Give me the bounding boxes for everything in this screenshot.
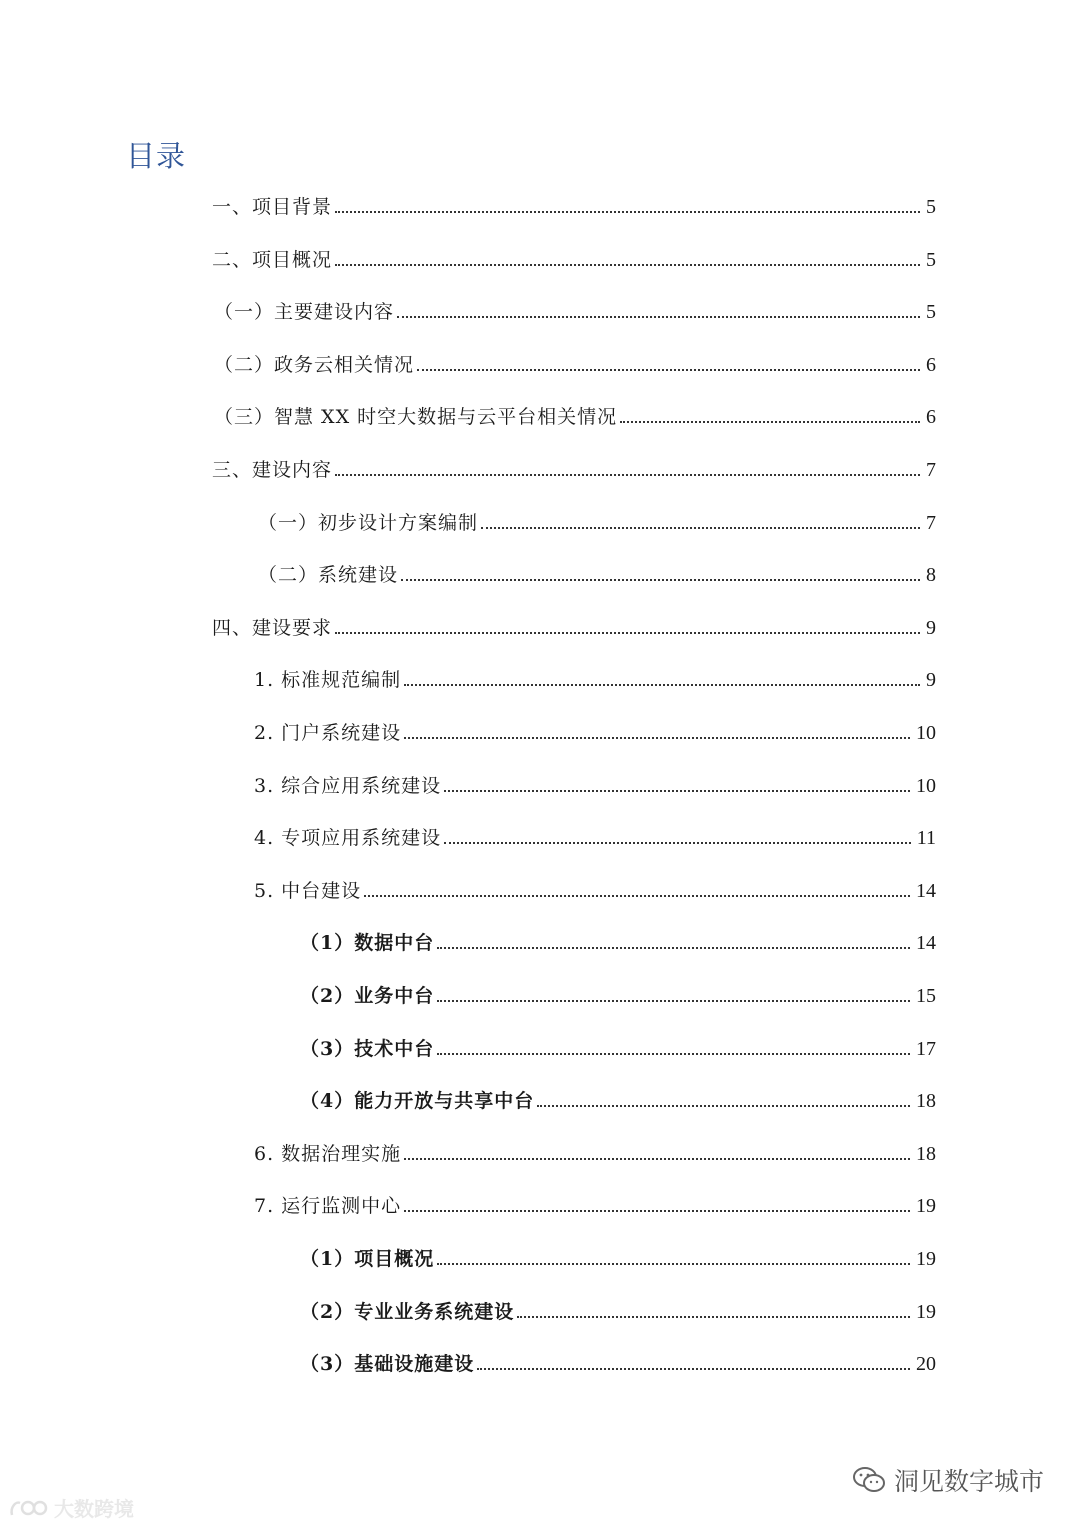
toc-dot-leader (620, 421, 920, 423)
toc-entry[interactable] (254, 665, 936, 695)
toc-entry-page: 18 (916, 1142, 936, 1165)
toc-dot-leader (444, 790, 910, 792)
toc-entry-label: （4）能力开放与共享中台 (300, 1090, 535, 1113)
toc-dot-leader (404, 1158, 910, 1160)
toc-dot-leader (335, 632, 920, 634)
toc-entry-label: （1）项目概况 (300, 1248, 435, 1270)
toc-entry-page: 11 (916, 827, 936, 850)
toc-entry-page: 19 (916, 1195, 936, 1218)
toc-entry-label: （1）数据中台 (300, 932, 435, 955)
toc-dot-leader (517, 1316, 910, 1318)
toc-entry-label: 6. 数据治理实施 (254, 1142, 402, 1165)
toc-entry-label: （一）初步设计方案编制 (258, 511, 479, 534)
toc-entry-label: 7. 运行监测中心 (254, 1195, 402, 1218)
watermark-right-text: 洞见数字城市 (893, 1467, 1044, 1496)
toc-dot-leader (401, 579, 920, 581)
toc-dot-leader (437, 1263, 910, 1265)
toc-dot-leader (437, 947, 910, 949)
toc-entry-page: 15 (916, 985, 936, 1007)
toc-entry-page: 17 (916, 1037, 936, 1060)
toc-entry-page: 9 (926, 616, 936, 639)
toc-dot-leader (335, 474, 920, 476)
toc-entry-label: 一、项目背景 (212, 196, 333, 218)
toc-dot-leader (537, 1105, 910, 1107)
toc-entry[interactable] (258, 560, 936, 590)
toc-entry[interactable] (254, 823, 936, 853)
toc-entry-page: 20 (916, 1353, 936, 1376)
toc-entry-page: 19 (916, 1300, 936, 1323)
toc-entry-label: （3）基础设施建设 (300, 1353, 475, 1376)
watermark-left (8, 1493, 134, 1522)
brand-icon (8, 1497, 48, 1519)
toc-entry[interactable] (254, 1191, 936, 1221)
toc-dot-leader (417, 369, 920, 371)
watermark-right (852, 1462, 1044, 1498)
toc-entry-label: （2）专业业务系统建设 (300, 1300, 515, 1323)
toc-entry[interactable] (214, 350, 936, 380)
toc-entry-label: （3）技术中台 (300, 1037, 435, 1060)
toc-dot-leader (404, 684, 920, 686)
toc-entry-page: 9 (926, 669, 936, 692)
toc-dot-leader (477, 1368, 910, 1370)
toc-entry-label: 4. 专项应用系统建设 (254, 827, 442, 850)
toc-entry-label: 5. 中台建设 (254, 879, 362, 902)
toc-entry-page: 8 (926, 564, 936, 587)
toc-entry-label: 2. 门户系统建设 (254, 722, 402, 744)
toc-entry-label: （三）智慧 XX 时空大数据与云平台相关情况 (214, 406, 618, 429)
toc-dot-leader (335, 264, 920, 266)
toc-entry-label: （二）政务云相关情况 (214, 353, 415, 376)
toc-entry-page: 7 (926, 511, 936, 534)
toc-entry[interactable] (212, 455, 936, 485)
toc-entry-page: 5 (926, 196, 936, 218)
toc-entry[interactable] (300, 1244, 936, 1274)
toc-entry-page: 14 (916, 879, 936, 902)
toc-entry[interactable] (258, 508, 936, 538)
toc-dot-leader (444, 842, 911, 844)
toc-entry-page: 18 (916, 1090, 936, 1113)
toc-entry-page: 6 (926, 406, 936, 429)
watermark-left-text: 大数跨境 (54, 1497, 134, 1521)
toc-entry[interactable] (212, 613, 936, 643)
toc-entry[interactable] (300, 928, 936, 958)
toc-entry-label: 二、项目概况 (212, 248, 333, 271)
toc-dot-leader (437, 1053, 910, 1055)
toc-entry[interactable] (300, 1349, 936, 1379)
toc-dot-leader (404, 1210, 910, 1212)
toc-entry[interactable] (254, 771, 936, 801)
toc-entry-page: 5 (926, 248, 936, 271)
toc-entry-page: 6 (926, 353, 936, 376)
toc-entry-page: 5 (926, 301, 936, 324)
toc-dot-leader (397, 316, 920, 318)
toc-title: 目录 (126, 139, 187, 173)
toc-dot-leader (404, 737, 910, 739)
toc-entry-page: 10 (916, 722, 936, 744)
toc-entry-page: 19 (916, 1248, 936, 1270)
toc-entry[interactable] (254, 718, 936, 748)
toc-entry[interactable] (300, 981, 936, 1011)
toc-entry[interactable] (214, 297, 936, 327)
toc-entry[interactable] (214, 402, 936, 432)
toc-entry-page: 10 (916, 774, 936, 797)
toc-dot-leader (481, 527, 920, 529)
toc-dot-leader (437, 1000, 910, 1002)
toc-entry-page: 14 (916, 932, 936, 955)
toc-entry-label: 三、建设内容 (212, 459, 333, 481)
toc-dot-leader (364, 895, 910, 897)
toc-entry[interactable] (212, 192, 936, 222)
toc-entry-label: 四、建设要求 (212, 616, 333, 639)
toc-entry[interactable] (254, 876, 936, 906)
toc-entry[interactable] (300, 1297, 936, 1327)
toc-entry-label: 1. 标准规范编制 (254, 669, 402, 692)
toc-entry-label: （2）业务中台 (300, 985, 435, 1007)
wechat-icon (852, 1466, 886, 1494)
toc-entry[interactable] (254, 1139, 936, 1169)
toc-entry[interactable] (300, 1034, 936, 1064)
toc-entry-page: 7 (926, 459, 936, 481)
toc-dot-leader (335, 211, 920, 213)
toc-entry-label: 3. 综合应用系统建设 (254, 774, 442, 797)
toc-entry-label: （二）系统建设 (258, 564, 399, 587)
toc-entry[interactable] (300, 1086, 936, 1116)
toc-entry-label: （一）主要建设内容 (214, 301, 395, 324)
toc-entry[interactable] (212, 245, 936, 275)
